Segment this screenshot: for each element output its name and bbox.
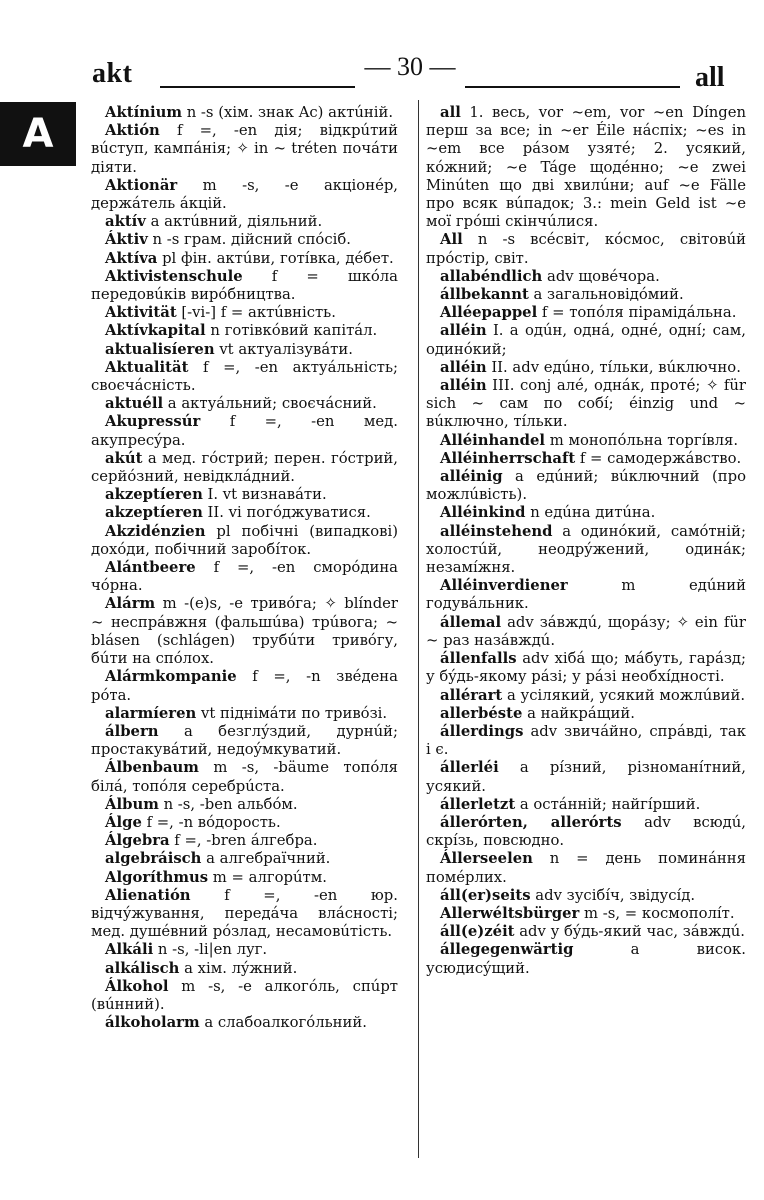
entry-headword: áll(e)zéit <box>440 923 515 941</box>
dictionary-entry <box>91 486 398 504</box>
entry-headword: akzeptíeren <box>105 504 203 522</box>
entry-definition: f =, -en дія; відкрúтий вúступ, кампáнія; ✧ in ~ tréten почáти діяти. <box>91 122 398 176</box>
entry-definition: adv всюдú, скрíзь, повсюдно. <box>426 813 746 850</box>
entry-headword: alkálisch <box>105 959 180 977</box>
dictionary-entry <box>91 450 398 486</box>
dictionary-entry <box>91 1014 398 1032</box>
entry-definition: f =, -en мед. акупресýра. <box>91 413 398 449</box>
left-column <box>91 104 398 1032</box>
entry-definition: m = алгорúтм. <box>208 868 327 886</box>
dictionary-entry <box>91 960 398 978</box>
entry-headword: Álkohol <box>105 977 169 995</box>
dictionary-entry <box>91 322 398 340</box>
dictionary-entry <box>91 341 398 359</box>
entry-headword: áll(er)seits <box>440 886 531 904</box>
entry-definition: a актуáльний; своєчáсний. <box>163 395 377 413</box>
entry-definition: m -s, = космополíт. <box>579 904 735 922</box>
dictionary-entry <box>426 468 746 504</box>
dictionary-entry <box>426 905 746 923</box>
entry-definition: f = шкóла передовúків вирóбництва. <box>91 267 398 304</box>
entry-definition: I. a одúн, однá, однé, однí; сам, одинóкий; <box>426 322 746 358</box>
dictionary-entry <box>91 759 398 795</box>
entry-definition: a актúвний, діяльний. <box>145 213 323 231</box>
entry-definition: pl фін. актúви, готíвка, дéбет. <box>157 249 394 267</box>
dictionary-entry <box>91 268 398 304</box>
dictionary-entry <box>426 577 746 613</box>
column-divider <box>418 100 419 1158</box>
entry-headword: alléin <box>440 322 487 340</box>
entry-headword: álbern <box>105 722 159 740</box>
entry-headword: algebráisch <box>105 850 202 868</box>
entry-definition: adv зáвждú, щорáзу; ✧ ein für ~ раз назáвждú. <box>426 613 746 649</box>
entry-definition: a слабоалкогóльний. <box>199 1014 367 1032</box>
entry-definition: a найкрáщий. <box>522 704 635 722</box>
dictionary-entry <box>91 850 398 868</box>
entry-definition: n -s грам. дійсний спóсіб. <box>147 231 351 249</box>
entry-definition: m -s, -bäume топóля білá, топóля серебрúста. <box>91 759 398 795</box>
entry-headword: Aktionär <box>105 176 178 194</box>
dictionary-entry <box>426 705 746 723</box>
entry-definition: a безглýздий, дурнúй; простакувáтий, недоýмкуватий. <box>91 722 398 759</box>
entry-headword: Álbum <box>105 795 159 813</box>
entry-definition: f =, -en юр. відчýжування, передáча влáсності; мед. душéвний рóзлад, несамовúтість. <box>91 886 398 941</box>
entry-headword: állerléi <box>440 759 499 777</box>
entry-definition: a мед. гóстрий; перен. гóстрий, серйóзний, невідклáдний. <box>91 449 398 486</box>
entry-definition: adv зусібíч, звідусíд. <box>530 886 696 904</box>
entry-headword: allabéndlich <box>440 267 543 285</box>
dictionary-entry <box>426 814 746 850</box>
entry-headword: állerórten, allerórts <box>440 813 622 831</box>
entry-definition: a хім. лýжний. <box>179 959 298 977</box>
entry-headword: Aktivistenschule <box>105 267 243 285</box>
entry-headword: állemal <box>440 613 502 631</box>
dictionary-entry <box>91 231 398 249</box>
dictionary-entry <box>426 850 746 886</box>
entry-headword: Allerwéltsbürger <box>440 904 580 922</box>
entry-definition: II. adv едúно, тíльки, вúключно. <box>486 358 741 376</box>
entry-definition: f =, -n звéдена рóта. <box>91 668 398 704</box>
page-header <box>0 0 764 100</box>
entry-headword: Alléinhandel <box>440 431 546 449</box>
entry-definition: II. vi погóджуватися. <box>202 504 371 522</box>
entry-definition: a едúний; вúключний (про можлúвість). <box>426 468 746 504</box>
entry-headword: alarmíeren <box>105 704 197 722</box>
entry-headword: Alkáli <box>105 941 154 959</box>
dictionary-entry <box>91 395 398 413</box>
entry-definition: adv хібá що; мáбуть, гарáзд; у бýдь-якому рáзі; у рáзі необхíдності. <box>426 650 746 686</box>
dictionary-entry <box>91 177 398 213</box>
entry-headword: Akzidénzien <box>105 522 206 540</box>
entry-headword: all <box>440 104 461 121</box>
entry-headword: aktuéll <box>105 395 164 413</box>
dictionary-entry <box>426 286 746 304</box>
entry-definition: a усілякий, усякий можлúвий. <box>502 686 746 704</box>
entry-headword: akzeptíeren <box>105 486 203 504</box>
page-number: — 30 — <box>355 52 465 82</box>
entry-headword: Álbenbaum <box>105 759 199 777</box>
dictionary-entry <box>91 523 398 559</box>
entry-definition: f = самодержáвство. <box>575 449 742 467</box>
dictionary-entry <box>426 304 746 322</box>
dictionary-entry <box>426 268 746 286</box>
dictionary-entry <box>91 941 398 959</box>
entry-headword: Állerseelen <box>440 850 533 868</box>
entry-headword: aktualisíeren <box>105 340 215 358</box>
right-guide-word: all <box>695 62 725 93</box>
entry-definition: n -s всéсвіт, кóсмос, світовúй прóстір, світ. <box>426 231 746 267</box>
dictionary-entry <box>426 322 746 358</box>
entry-definition: f = топóля пірамідáльна. <box>537 304 737 322</box>
entry-definition: n = день поминáння помéрлих. <box>426 850 746 886</box>
dictionary-entry <box>91 250 398 268</box>
entry-headword: allérart <box>440 686 503 704</box>
dictionary-entry <box>91 814 398 832</box>
dictionary-entry <box>426 231 746 267</box>
entry-headword: Aktíva <box>105 249 158 267</box>
entry-headword: Akupressúr <box>105 413 201 431</box>
entry-definition: adv звичáйно, спрáвді, так і є. <box>426 722 746 759</box>
dictionary-entry <box>91 595 398 668</box>
entry-headword: Alléinkind <box>440 504 526 522</box>
entry-definition: pl побічні (випадкові) дохóди, побічний заробíток. <box>91 522 398 558</box>
dictionary-entry <box>91 304 398 322</box>
header-rule-left <box>160 86 355 88</box>
entry-headword: Alármkompanie <box>105 668 237 686</box>
entry-definition: n -s, -ben альбóм. <box>158 795 298 813</box>
entry-definition: n готівкóвий капітáл. <box>205 322 378 340</box>
dictionary-entry <box>91 668 398 704</box>
left-guide-word: akt <box>92 58 133 89</box>
entry-definition: n -s, -li|en луг. <box>153 941 268 959</box>
entry-definition: a рíзний, різноманíтний, усякий. <box>426 759 746 795</box>
dictionary-entry <box>91 504 398 522</box>
entry-definition: m -(e)s, -e тривóга; ✧ blínder ~ неспрáвжня (фальшúва) трúвога; ~ blásen (schlágen) трубúти тривóгу, бúти на спóлох. <box>91 595 398 668</box>
dictionary-entry <box>426 723 746 759</box>
entry-definition: a алгебраїчний. <box>201 850 331 868</box>
right-column <box>426 104 746 978</box>
dictionary-entry <box>426 923 746 941</box>
dictionary-entry <box>426 359 746 377</box>
dictionary-entry <box>426 523 746 578</box>
dictionary-entry <box>91 723 398 759</box>
dictionary-entry <box>426 687 746 705</box>
dictionary-entry <box>426 104 746 231</box>
entry-headword: aktív <box>105 213 146 231</box>
entry-headword: Alléinverdiener <box>440 577 568 595</box>
entry-definition: m монопóльна торгíвля. <box>545 431 739 449</box>
entry-headword: All <box>440 231 463 249</box>
entry-definition: m едúний годувáльник. <box>426 577 746 613</box>
entry-headword: Aktivität <box>105 304 177 322</box>
dictionary-entry <box>91 359 398 395</box>
dictionary-entry <box>91 122 398 177</box>
dictionary-entry <box>91 104 398 122</box>
entry-definition: m -s, -e акціонéр, держáтель áкцій. <box>91 176 398 213</box>
entry-headword: Alienatión <box>105 886 191 904</box>
dictionary-entry <box>91 832 398 850</box>
dictionary-entry <box>426 650 746 686</box>
entry-definition: vt піднімáти по тривóзі. <box>196 704 388 722</box>
entry-headword: Álge <box>105 813 142 831</box>
entry-definition: n едúна дитúна. <box>525 504 656 522</box>
entry-headword: Alárm <box>105 595 156 613</box>
dictionary-entry <box>426 941 746 977</box>
dictionary-entry <box>426 887 746 905</box>
entry-definition: f =, -n вóдорость. <box>141 813 281 831</box>
entry-definition: n -s (хім. знак Ac) актúній. <box>181 104 394 121</box>
entry-definition: I. vt визнавáти. <box>202 486 327 504</box>
entry-headword: állenfalls <box>440 650 517 668</box>
entry-definition: m -s, -e алкогóль, спúрт (вúнний). <box>91 977 398 1013</box>
entry-definition: 1. весь, vor ~em, vor ~en Díngen перш за все; in ~er Éile нáспіх; ~es in ~em все рáзом узятé; 2. усякий, кóжний; ~e Táge щодéнно; ~e zwei Minúten що дві хвилúни; auf ~e Fälle про всяк вúпадок; 3.: mein Geld ist ~e мої грóші скінчúлися. <box>426 104 746 231</box>
letter-tab: A <box>0 102 76 166</box>
entry-headword: Áktiv <box>105 231 148 249</box>
entry-definition: a одинóкий, самóтній; холостúй, неодрýжений, одинáк; незамíжня. <box>426 522 746 577</box>
entry-headword: allerbéste <box>440 704 523 722</box>
entry-headword: Algoríthmus <box>105 868 209 886</box>
dictionary-entry <box>91 978 398 1014</box>
entry-headword: Alántbeere <box>105 559 196 577</box>
entry-definition: adv у бýдь-який час, зáвждú. <box>514 923 745 941</box>
entry-headword: állerletzt <box>440 795 516 813</box>
entry-definition: adv щовéчора. <box>542 267 660 285</box>
dictionary-entry <box>426 504 746 522</box>
entry-definition: a загальновідóмий. <box>528 286 684 304</box>
entry-definition: a висок. усюдисýщий. <box>426 941 746 977</box>
entry-definition: III. conj алé, однáк, протé; ✧ für sich ~ сам по собí; éinzig und ~ вúключно, тíльки. <box>426 377 746 431</box>
entry-headword: Aktualität <box>105 358 189 376</box>
entry-definition: f =, -bren áлгебра. <box>169 832 318 850</box>
dictionary-entry <box>426 759 746 795</box>
dictionary-entry <box>91 413 398 449</box>
entry-headword: alléin <box>440 358 487 376</box>
dictionary-entry <box>426 450 746 468</box>
dictionary-entry <box>91 887 398 942</box>
entry-headword: Aktínium <box>105 104 182 121</box>
entry-headword: állegegenwärtig <box>440 941 574 959</box>
dictionary-entry <box>91 559 398 595</box>
entry-headword: alléinstehend <box>440 522 553 540</box>
entry-headword: álkoholarm <box>105 1014 200 1032</box>
entry-headword: Álgebra <box>105 832 170 850</box>
dictionary-entry <box>91 796 398 814</box>
entry-headword: akút <box>105 449 143 467</box>
dictionary-entry <box>426 432 746 450</box>
entry-definition: [-vi-] f = актúвність. <box>176 304 336 322</box>
entry-headword: állerdings <box>440 722 524 740</box>
header-rule-right <box>465 86 680 88</box>
entry-headword: állbekannt <box>440 286 529 304</box>
entry-headword: alléin <box>440 377 487 395</box>
entry-definition: vt актуалізувáти. <box>214 340 353 358</box>
dictionary-entry <box>91 213 398 231</box>
entry-definition: a остáнній; найгíрший. <box>515 795 701 813</box>
entry-headword: Alléepappel <box>440 304 538 322</box>
dictionary-entry <box>426 614 746 650</box>
dictionary-entry <box>91 869 398 887</box>
entry-definition: f =, -en актуáльність; своєчáсність. <box>91 358 398 395</box>
dictionary-entry <box>91 705 398 723</box>
entry-definition: f =, -en сморóдина чóрна. <box>91 559 398 595</box>
entry-headword: Alléinherrschaft <box>440 449 576 467</box>
entry-headword: Aktión <box>105 122 160 140</box>
dictionary-entry <box>426 796 746 814</box>
dictionary-entry <box>426 377 746 432</box>
entry-headword: alléinig <box>440 468 503 486</box>
entry-headword: Aktívkapital <box>105 322 206 340</box>
